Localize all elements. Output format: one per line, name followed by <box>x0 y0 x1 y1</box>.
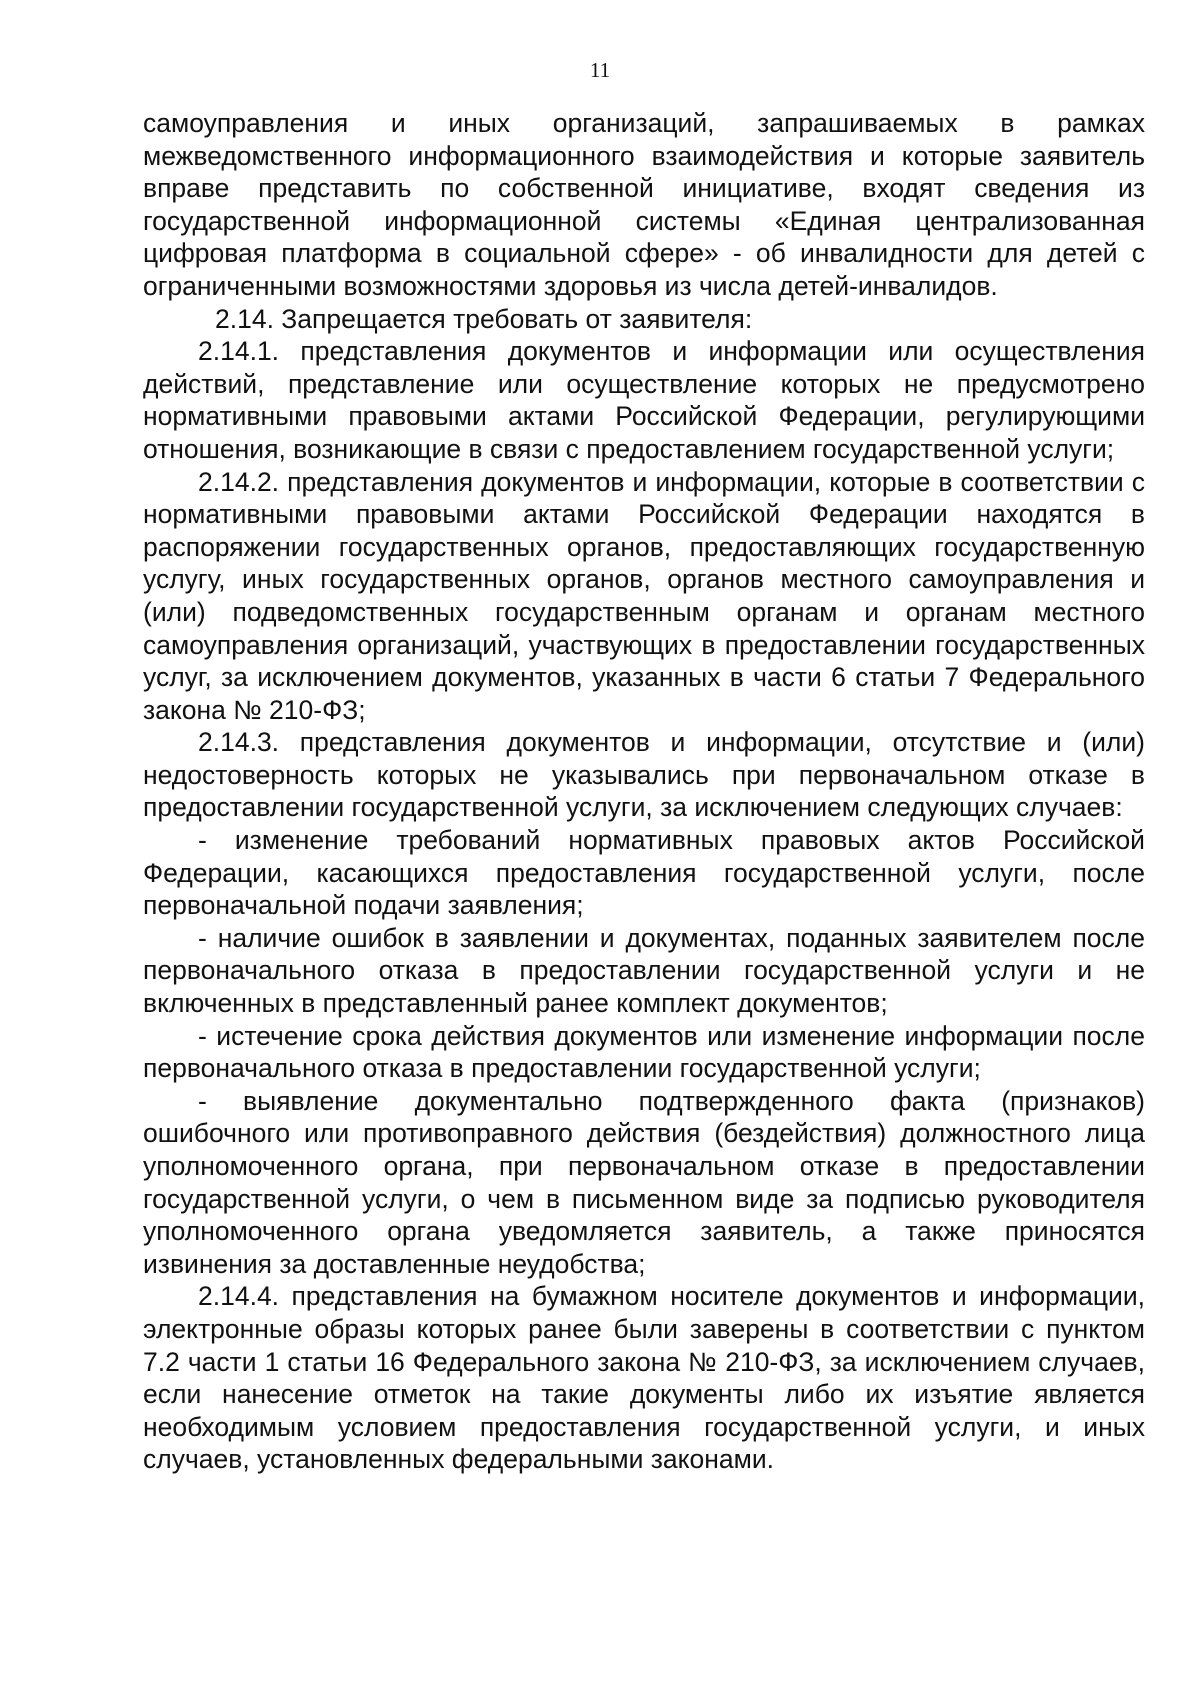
clause-2-14-3: 2.14.3. представления документов и информации, отсутствие и (или) недостоверность которых не указывались при первоначальном отказе в предоставлении государственной услуги, за исключением следующих случаев: <box>143 727 1145 823</box>
list-item-expiry: - истечение срока действия документов или изменение информации после первоначального отказа в предоставлении государственной услуги; <box>143 1020 1145 1084</box>
document-body <box>143 107 1145 1476</box>
section-heading-2-14: 2.14. Запрещается требовать от заявителя: <box>215 303 753 334</box>
clause-2-14-4: 2.14.4. представления на бумажном носителе документов и информации, электронные образы которых ранее были заверены в соответствии с пунктом 7.2 части 1 статьи 16 Федерального закона № 210-ФЗ, за исключением случаев, если нанесение отметок на такие документы либо их изъятие является необходимым условием предоставления государственной услуги, и иных случаев, установленных федеральными законами. <box>143 1281 1145 1475</box>
list-item-requirements-change: - изменение требований нормативных правовых актов Российской Федерации, касающихся предоставления государственной услуги, после первоначальной подачи заявления; <box>143 825 1145 921</box>
list-item-misconduct: - выявление документально подтвержденного факта (признаков) ошибочного или противоправного действия (бездействия) должностного лица уполномоченного органа, при первоначальном отказе в предоставлении государственной услуги, о чем в письменном виде за подписью руководителя уполномоченного органа уведомляется заявитель, а также приносятся извинения за доставленные неудобства; <box>143 1085 1145 1279</box>
clause-2-14-1: 2.14.1. представления документов и информации или осуществления действий, представление или осуществление которых не предусмотрено нормативными правовыми актами Российской Федерации, регулирующими отношения, возникающие в связи с предоставлением государственной услуги; <box>143 336 1145 464</box>
page-number: 11 <box>589 58 611 82</box>
clause-2-14-2: 2.14.2. представления документов и информации, которые в соответствии с нормативными правовыми актами Российской Федерации находятся в распоряжении государственных органов, предоставляющих государственную услугу, иных государственных органов, органов местного самоуправления и (или) подведомственных государственным органам и органам местного самоуправления организаций, участвующих в предоставлении государственных услуг, за исключением документов, указанных в части 6 статьи 7 Федерального закона № 210-ФЗ; <box>143 466 1145 725</box>
list-item-errors: - наличие ошибок в заявлении и документах, поданных заявителем после первоначального отказа в предоставлении государственной услуги и не включенных в представленный ранее комплект документов; <box>143 922 1145 1019</box>
paragraph-continuation: самоуправления и иных организаций, запрашиваемых в рамках межведомственного информационного взаимодействия и которые заявитель вправе представить по собственной инициативе, входят сведения из государственной информационной системы «Единая централизованная цифровая платформа в социальной сфере» - об инвалидности для детей с ограниченными возможностями здоровья из числа детей-инвалидов. <box>143 108 1145 301</box>
